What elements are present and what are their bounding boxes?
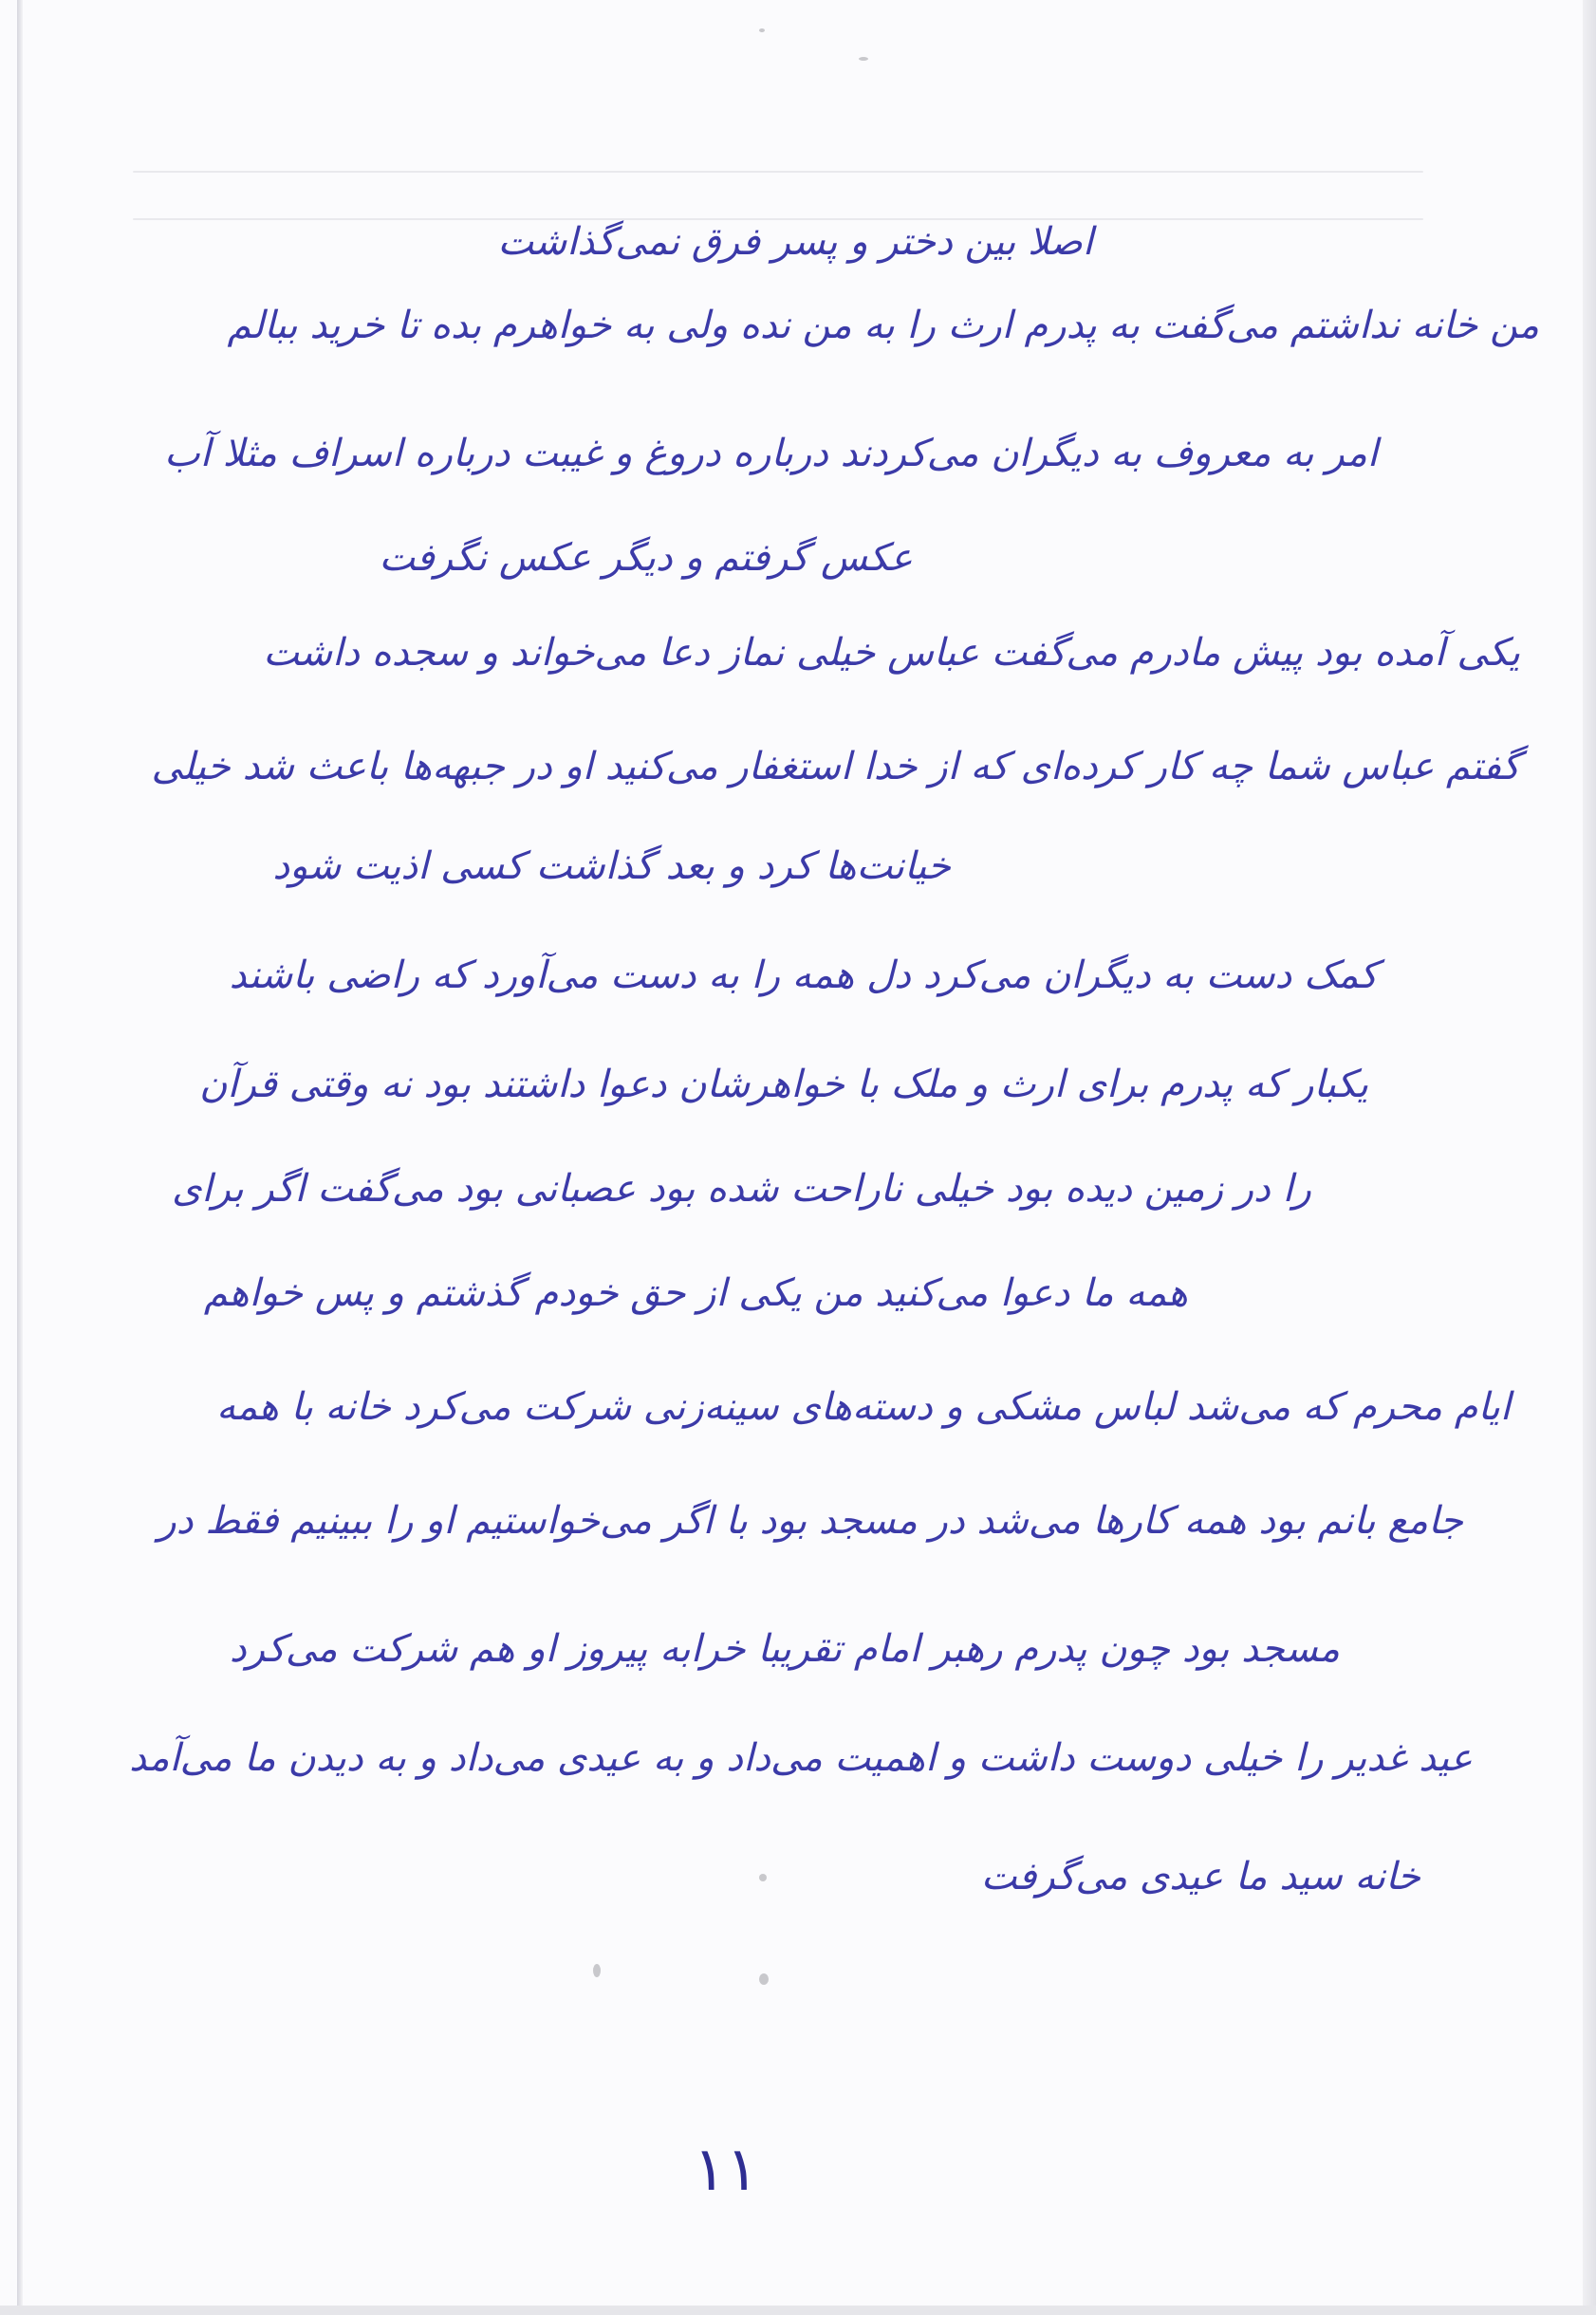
page-binding-edge bbox=[17, 0, 23, 2315]
handwritten-line: را در زمین دیده بود خیلی ناراحت شده بود عصبانی بود می‌گفت اگر برای bbox=[172, 1167, 1311, 1211]
handwritten-line: گفتم عباس شما چه کار کرده‌ای که از خدا استغفار می‌کنید او در جبهه‌ها باعث شد خیلی bbox=[151, 745, 1520, 788]
handwritten-line: امر به معروف به دیگران می‌کردند درباره دروغ و غیبت درباره اسراف مثلا آب bbox=[164, 432, 1378, 475]
page-number: ١١ bbox=[693, 2135, 759, 2205]
handwritten-line: یکبار که پدرم برای ارث و ملک با خواهرشان دعوا داشتند بود نه وقتی قرآن bbox=[199, 1063, 1368, 1106]
page-right-edge bbox=[1583, 0, 1596, 2315]
handwritten-line: جامع بانم بود همه کارها می‌شد در مسجد بود با اگر می‌خواستیم او را ببینیم فقط در bbox=[158, 1499, 1463, 1543]
handwritten-line: ایام محرم که می‌شد لباس مشکی و دسته‌های سینه‌زنی شرکت می‌کرد خانه با همه bbox=[216, 1385, 1511, 1429]
handwritten-line: یکی آمده بود پیش مادرم می‌گفت عباس خیلی نماز دعا می‌خواند و سجده داشت bbox=[263, 631, 1520, 675]
paper-speck bbox=[759, 28, 765, 32]
paper-speck bbox=[759, 1874, 767, 1881]
handwritten-line: مسجد بود چون پدرم رهبر امام تقریبا خرابه پیروز او هم شرکت می‌کرد bbox=[229, 1627, 1340, 1671]
handwritten-line: عکس گرفتم و دیگر عکس نگرفت bbox=[379, 536, 913, 580]
handwritten-line: همه ما دعوا می‌کنید من یکی از حق خودم گذشتم و پس خواهم bbox=[203, 1271, 1188, 1315]
handwritten-line: خیانت‌ها کرد و بعد گذاشت کسی اذیت شود bbox=[272, 844, 951, 888]
handwritten-line: اصلا بین دختر و پسر فرق نمی‌گذاشت bbox=[497, 220, 1093, 264]
page-bottom-edge bbox=[0, 2306, 1596, 2315]
handwritten-line: عید غدیر را خیلی دوست داشت و اهمیت می‌داد و به عیدی می‌داد و به دیدن ما می‌آمد bbox=[129, 1736, 1473, 1780]
paper-speck bbox=[759, 1973, 769, 1985]
handwritten-line: من خانه نداشتم می‌گفت به پدرم ارث را به من نده ولی به خواهرم بده تا خرید ببالم bbox=[227, 304, 1539, 347]
paper-speck bbox=[593, 1964, 601, 1977]
handwritten-line: کمک دست به دیگران می‌کرد دل همه را به دست می‌آورد که راضی باشند bbox=[229, 954, 1378, 997]
show-through-line bbox=[133, 171, 1423, 173]
handwritten-line: خانه سید ما عیدی می‌گرفت bbox=[980, 1855, 1420, 1898]
paper-speck bbox=[859, 57, 868, 61]
